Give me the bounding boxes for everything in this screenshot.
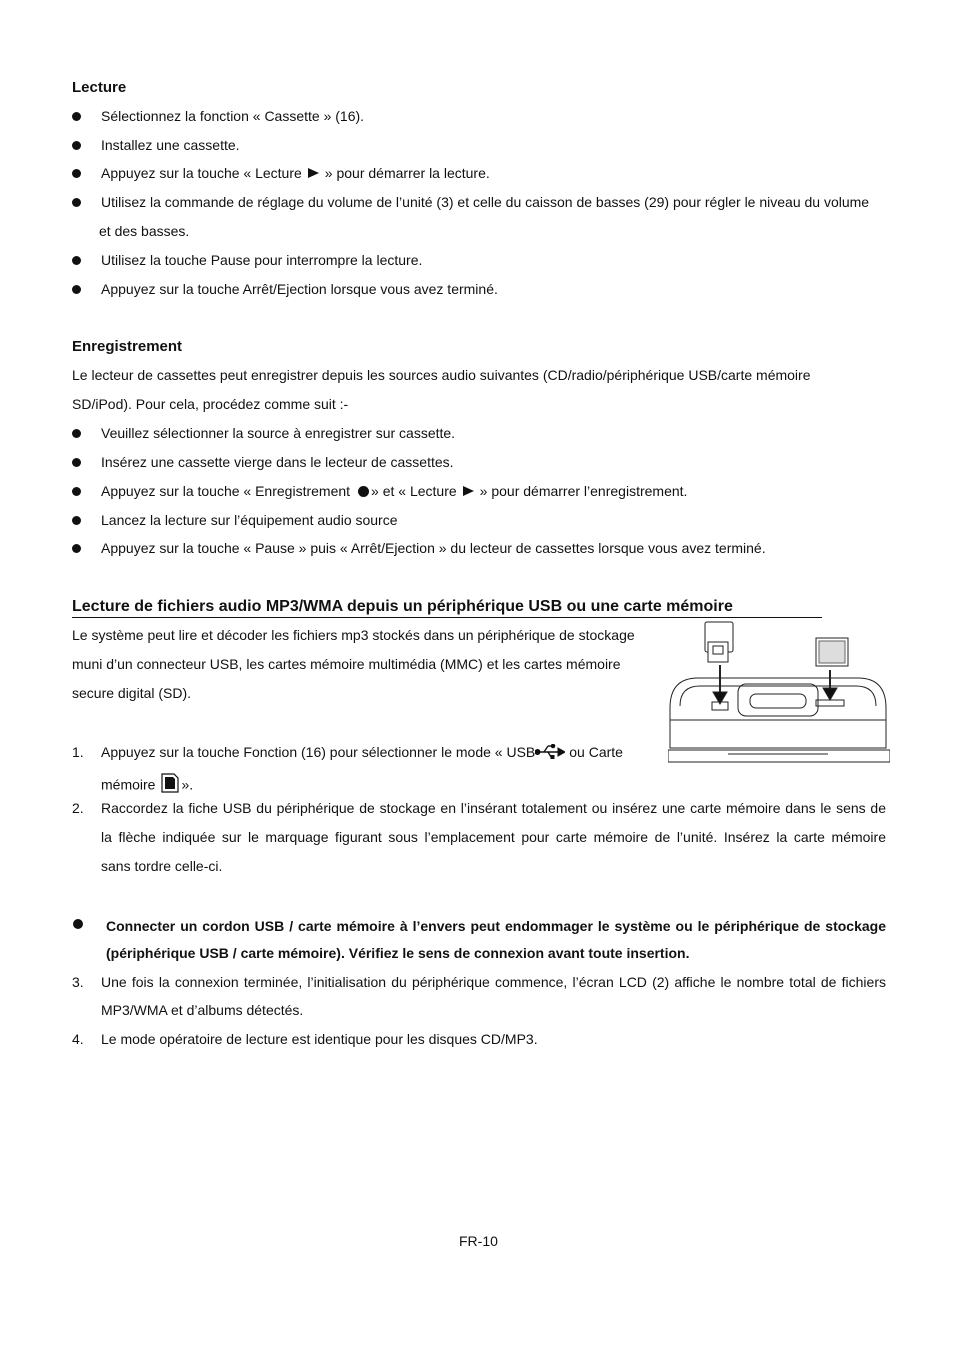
list-item: Appuyez sur la touche Arrêt/Ejection lorsque vous avez terminé. <box>101 281 498 297</box>
page-number: FR-10 <box>459 1233 498 1249</box>
step-text: MP3/WMA et d’albums détectés. <box>101 1002 304 1018</box>
step-text: sans tordre celle-ci. <box>101 858 223 874</box>
list-item-text: Appuyez sur la touche « Enregistrement <box>101 483 351 499</box>
warning-text: Connecter un cordon USB / carte mémoire à l’envers peut endommager le système ou le périphérique de stockage <box>106 918 886 934</box>
step-number: 1. <box>72 744 84 760</box>
section-title-lecture: Lecture <box>72 79 127 96</box>
step-number: 4. <box>72 1031 84 1047</box>
list-item-text: » pour démarrer la lecture. <box>324 165 490 181</box>
list-item <box>101 163 490 183</box>
bullet-icon <box>73 919 83 929</box>
paragraph: Le système peut lire et décoder les fichiers mp3 stockés dans un périphérique de stockage <box>72 627 635 643</box>
step-number: 3. <box>72 974 84 990</box>
step-text: Une fois la connexion terminée, l’initialisation du périphérique commence, l’écran LCD (2) affiche le nombre total de fichiers <box>101 974 886 990</box>
step-text-part: ou Carte <box>569 744 623 760</box>
paragraph: secure digital (SD). <box>72 685 192 701</box>
list-item: Appuyez sur la touche « Pause » puis « Arrêt/Ejection » du lecteur de cassettes lorsque vous avez terminé. <box>101 540 766 556</box>
device-illustration <box>668 620 890 765</box>
list-item: Utilisez la commande de réglage du volume de l’unité (3) et celle du caisson de basses (29) pour régler le niveau du volume <box>101 194 870 210</box>
bullet-icon <box>72 169 81 178</box>
section-title-usb: Lecture de fichiers audio MP3/WMA depuis un périphérique USB ou une carte mémoire <box>72 598 733 615</box>
bullet-icon <box>72 141 81 150</box>
list-item-text: » pour démarrer l’enregistrement. <box>479 483 688 499</box>
list-item: Lancez la lecture sur l’équipement audio source <box>101 512 398 528</box>
list-item: Utilisez la touche Pause pour interrompre la lecture. <box>101 252 423 268</box>
list-item: Insérez une cassette vierge dans le lecteur de cassettes. <box>101 454 454 470</box>
bullet-icon <box>72 256 81 265</box>
step-text <box>101 742 623 763</box>
step-text-part: ». <box>181 776 194 793</box>
bullet-icon <box>72 285 81 294</box>
bullet-icon <box>72 458 81 467</box>
paragraph: Le lecteur de cassettes peut enregistrer depuis les sources audio suivantes (CD/radio/périphérique USB/carte mémoire <box>72 367 811 383</box>
warning-text: (périphérique USB / carte mémoire). Vérifiez le sens de connexion avant toute insertion. <box>106 945 690 961</box>
record-icon <box>358 486 369 497</box>
usb-stick-icon <box>705 622 733 662</box>
usb-icon <box>535 744 565 760</box>
paragraph: SD/iPod). Pour cela, procédez comme suit :- <box>72 396 349 412</box>
step-text <box>101 773 193 799</box>
memory-card-icon <box>161 773 179 793</box>
list-item <box>101 481 687 501</box>
list-item-continuation: et des basses. <box>99 223 190 239</box>
bullet-icon <box>72 429 81 438</box>
memory-card-icon <box>816 638 848 666</box>
bullet-icon <box>72 112 81 121</box>
step-text: la flèche indiquée sur le marquage figurant sous l’emplacement pour carte mémoire de l’unité. Insérez la carte mémoire <box>101 829 886 845</box>
bullet-icon <box>72 516 81 525</box>
list-item-text: Appuyez sur la touche « Lecture <box>101 165 302 181</box>
list-item: Veuillez sélectionner la source à enregistrer sur cassette. <box>101 425 456 441</box>
step-text: Le mode opératoire de lecture est identique pour les disques CD/MP3. <box>101 1031 538 1047</box>
step-text-part: mémoire <box>101 776 156 793</box>
section-title-enregistrement: Enregistrement <box>72 338 183 355</box>
list-item-text: » et « Lecture <box>371 483 457 499</box>
device-body <box>668 678 890 762</box>
bullet-icon <box>72 544 81 553</box>
play-icon <box>308 168 319 178</box>
list-item: Sélectionnez la fonction « Cassette » (16). <box>101 108 365 124</box>
title-underline <box>72 617 822 618</box>
play-icon <box>463 486 474 496</box>
step-text: Raccordez la fiche USB du périphérique de stockage en l’insérant totalement ou insérez une carte mémoire dans le sens de <box>101 800 886 816</box>
list-item: Installez une cassette. <box>101 137 240 153</box>
paragraph: muni d’un connecteur USB, les cartes mémoire multimédia (MMC) et les cartes mémoire <box>72 656 621 672</box>
step-text-part: Appuyez sur la touche Fonction (16) pour sélectionner le mode « USB <box>101 744 536 760</box>
bullet-icon <box>72 487 81 496</box>
step-number: 2. <box>72 800 84 816</box>
bullet-icon <box>72 198 81 207</box>
